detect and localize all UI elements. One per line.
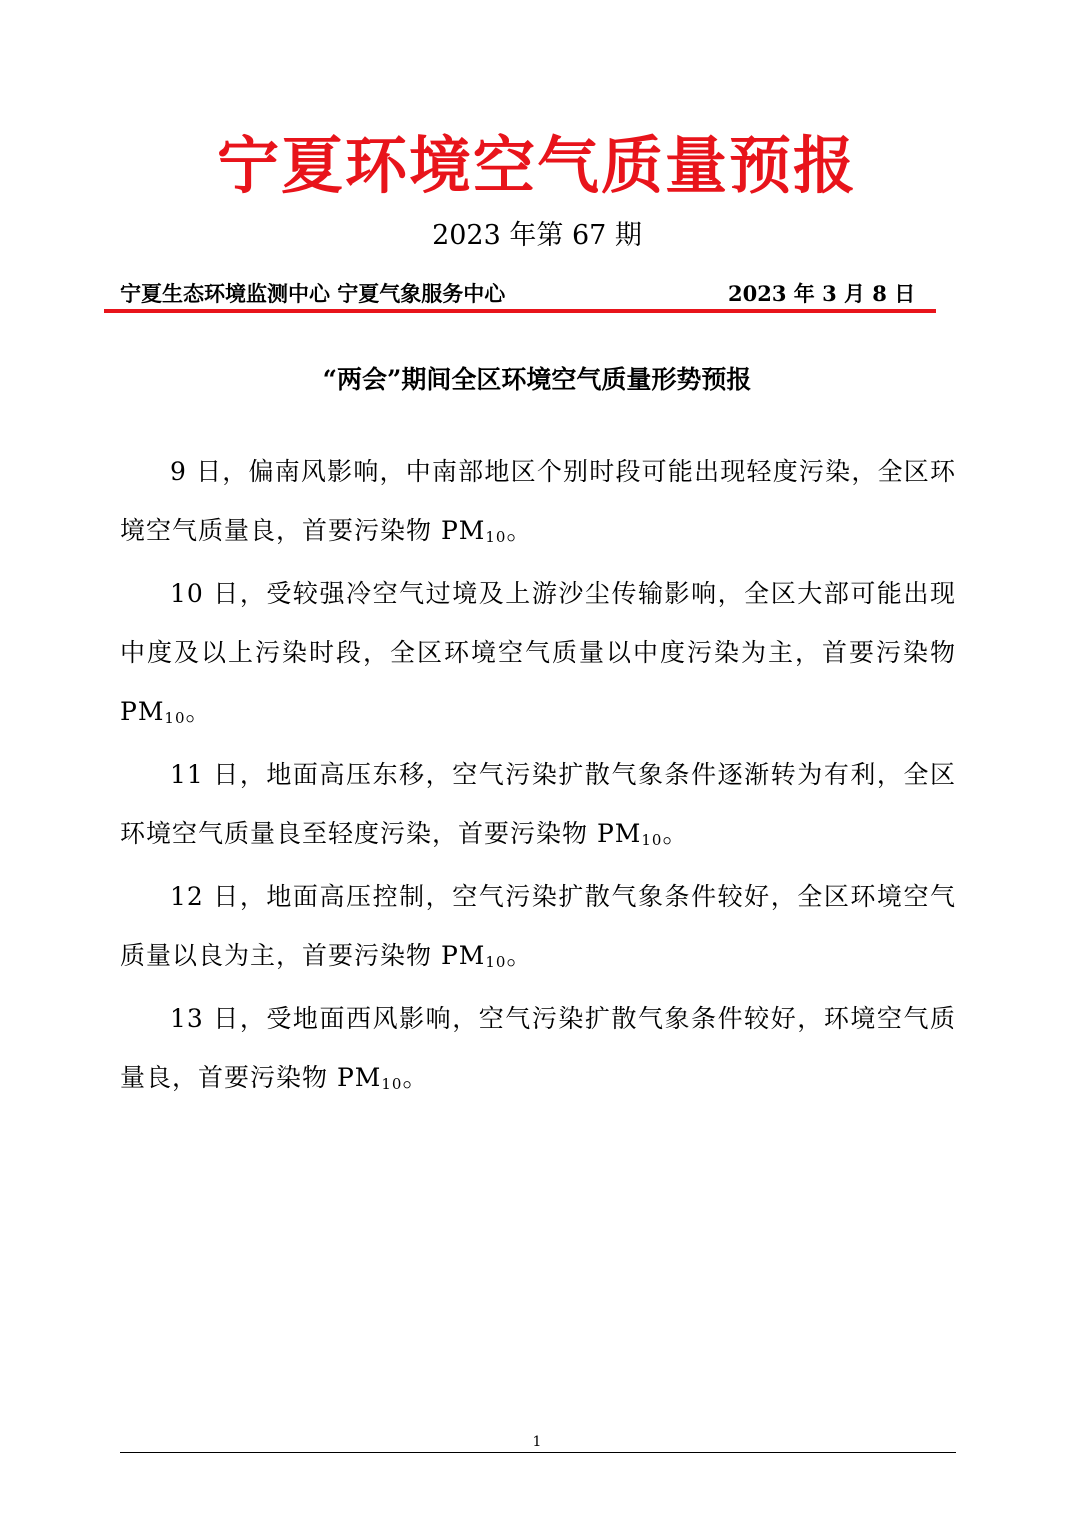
forecast-paragraph-day-12 (120, 867, 956, 989)
page-number: 1 (532, 1434, 542, 1450)
paragraph-text: 11 日，地面高压东移，空气污染扩散气象条件逐渐转为有利，全区环境空气质量良至轻度污染，首要污染物 (120, 760, 956, 848)
document-heading: “两会”期间全区环境空气质量形势预报 (322, 365, 752, 394)
pollutant-label: $PM_{10}$ (120, 697, 186, 727)
publisher-names: 宁夏生态环境监测中心 宁夏气象服务中心 (120, 281, 506, 306)
pollutant-label: $PM_{10}$ (336, 1063, 403, 1093)
pollutant-label: $PM_{10}$ (440, 941, 507, 971)
forecast-body (120, 442, 956, 1111)
forecast-paragraph-day-11 (120, 745, 956, 867)
publish-date: 2023 年 3 月 8 日 (728, 281, 916, 306)
pollutant-label: $PM_{10}$ (596, 819, 663, 849)
paragraph-end: 。 (185, 697, 212, 726)
paragraph-end: 。 (662, 819, 689, 848)
paragraph-text: 13 日，受地面西风影响，空气污染扩散气象条件较好，环境空气质量良，首要污染物 (120, 1004, 956, 1092)
paragraph-end: 。 (506, 941, 533, 970)
page-title: 宁夏环境空气质量预报 (216, 129, 857, 202)
forecast-paragraph-day-9 (120, 442, 956, 564)
paragraph-text: 9 日，偏南风影响，中南部地区个别时段可能出现轻度污染，全区环境空气质量良，首要污染物 (120, 457, 956, 545)
paragraph-end: 。 (506, 516, 533, 545)
forecast-paragraph-day-10 (120, 564, 956, 745)
footer-divider (120, 1452, 956, 1453)
forecast-paragraph-day-13 (120, 989, 956, 1111)
paragraph-text: 10 日，受较强冷空气过境及上游沙尘传输影响，全区大部可能出现中度及以上污染时段，全区环境空气质量以中度污染为主，首要污染物 (120, 579, 956, 667)
paragraph-text: 12 日，地面高压控制，空气污染扩散气象条件较好，全区环境空气质量以良为主，首要污染物 (120, 882, 956, 970)
issue-number: 2023 年第 67 期 (432, 220, 642, 251)
paragraph-end: 。 (402, 1063, 429, 1092)
header-divider (104, 309, 936, 313)
pollutant-label: $PM_{10}$ (440, 516, 507, 546)
